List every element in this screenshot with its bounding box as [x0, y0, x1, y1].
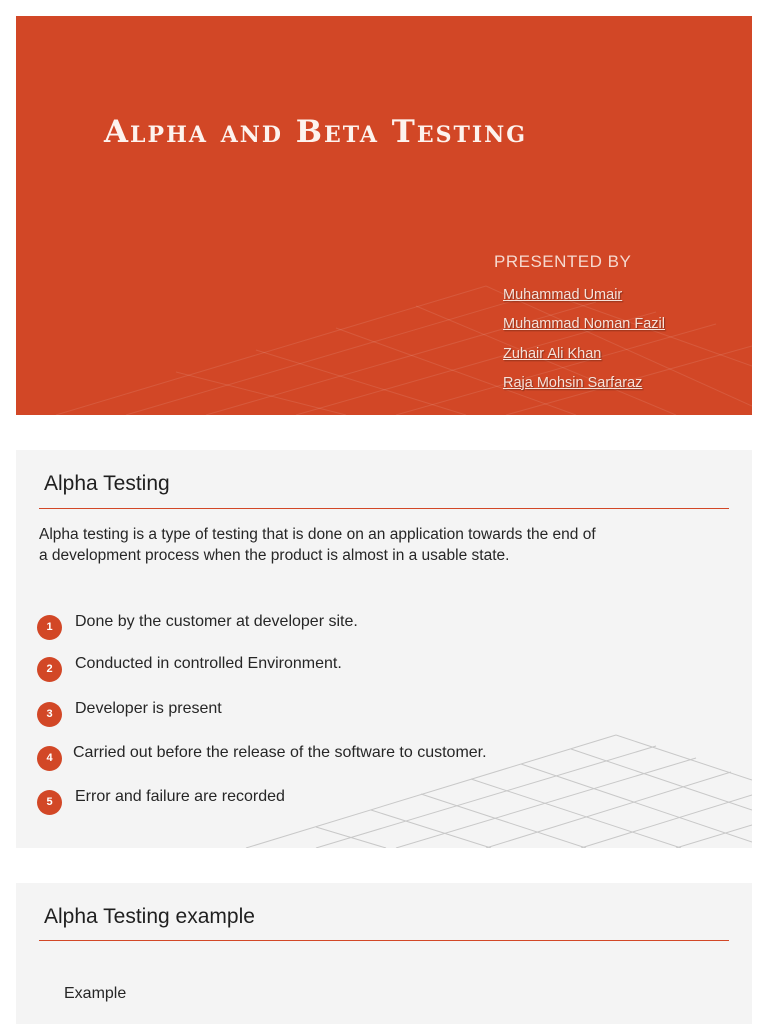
presenter-item: [503, 374, 665, 403]
example-text: Example: [64, 985, 127, 1002]
presenter-item: [503, 315, 665, 344]
presenter-link-2[interactable]: Muhammad Noman Fazil: [503, 316, 665, 333]
presenter-link-1[interactable]: Muhammad Umair: [503, 287, 623, 303]
number-badge: 4: [37, 746, 62, 771]
list-item-text: Error and failure are recorded: [75, 788, 285, 805]
title-slide: [16, 16, 752, 415]
presenter-link-4[interactable]: Raja Mohsin Sarfaraz: [503, 374, 643, 391]
slide-heading: Alpha Testing: [44, 472, 170, 495]
list-item-text: Developer is present: [75, 700, 222, 717]
heading-divider: [39, 508, 729, 509]
presenter-item: [503, 286, 665, 315]
list-item-text: Conducted in controlled Environment.: [75, 655, 342, 672]
alpha-testing-slide: [16, 450, 752, 848]
presenter-list: [503, 286, 665, 403]
presenter-link-3[interactable]: Zuhair Ali Khan: [503, 345, 602, 362]
number-badge: 5: [37, 790, 62, 815]
number-badge: 3: [37, 702, 62, 727]
number-badge: 1: [37, 615, 62, 640]
presented-by-label: PRESENTED BY: [494, 252, 632, 271]
alpha-testing-description: Alpha testing is a type of testing that is done on an application towards the end of a development process when the product is almost in a usable state.: [39, 526, 596, 564]
heading-divider: [39, 940, 729, 941]
presenter-item: [503, 345, 665, 374]
alpha-testing-example-slide: [16, 883, 752, 1024]
list-item-text: Carried out before the release of the software to customer.: [73, 744, 487, 761]
list-item-text: Done by the customer at developer site.: [75, 613, 358, 630]
presentation-title: Alpha and Beta Testing: [104, 114, 528, 150]
number-badge: 2: [37, 657, 62, 682]
slide-heading: Alpha Testing example: [44, 905, 255, 928]
